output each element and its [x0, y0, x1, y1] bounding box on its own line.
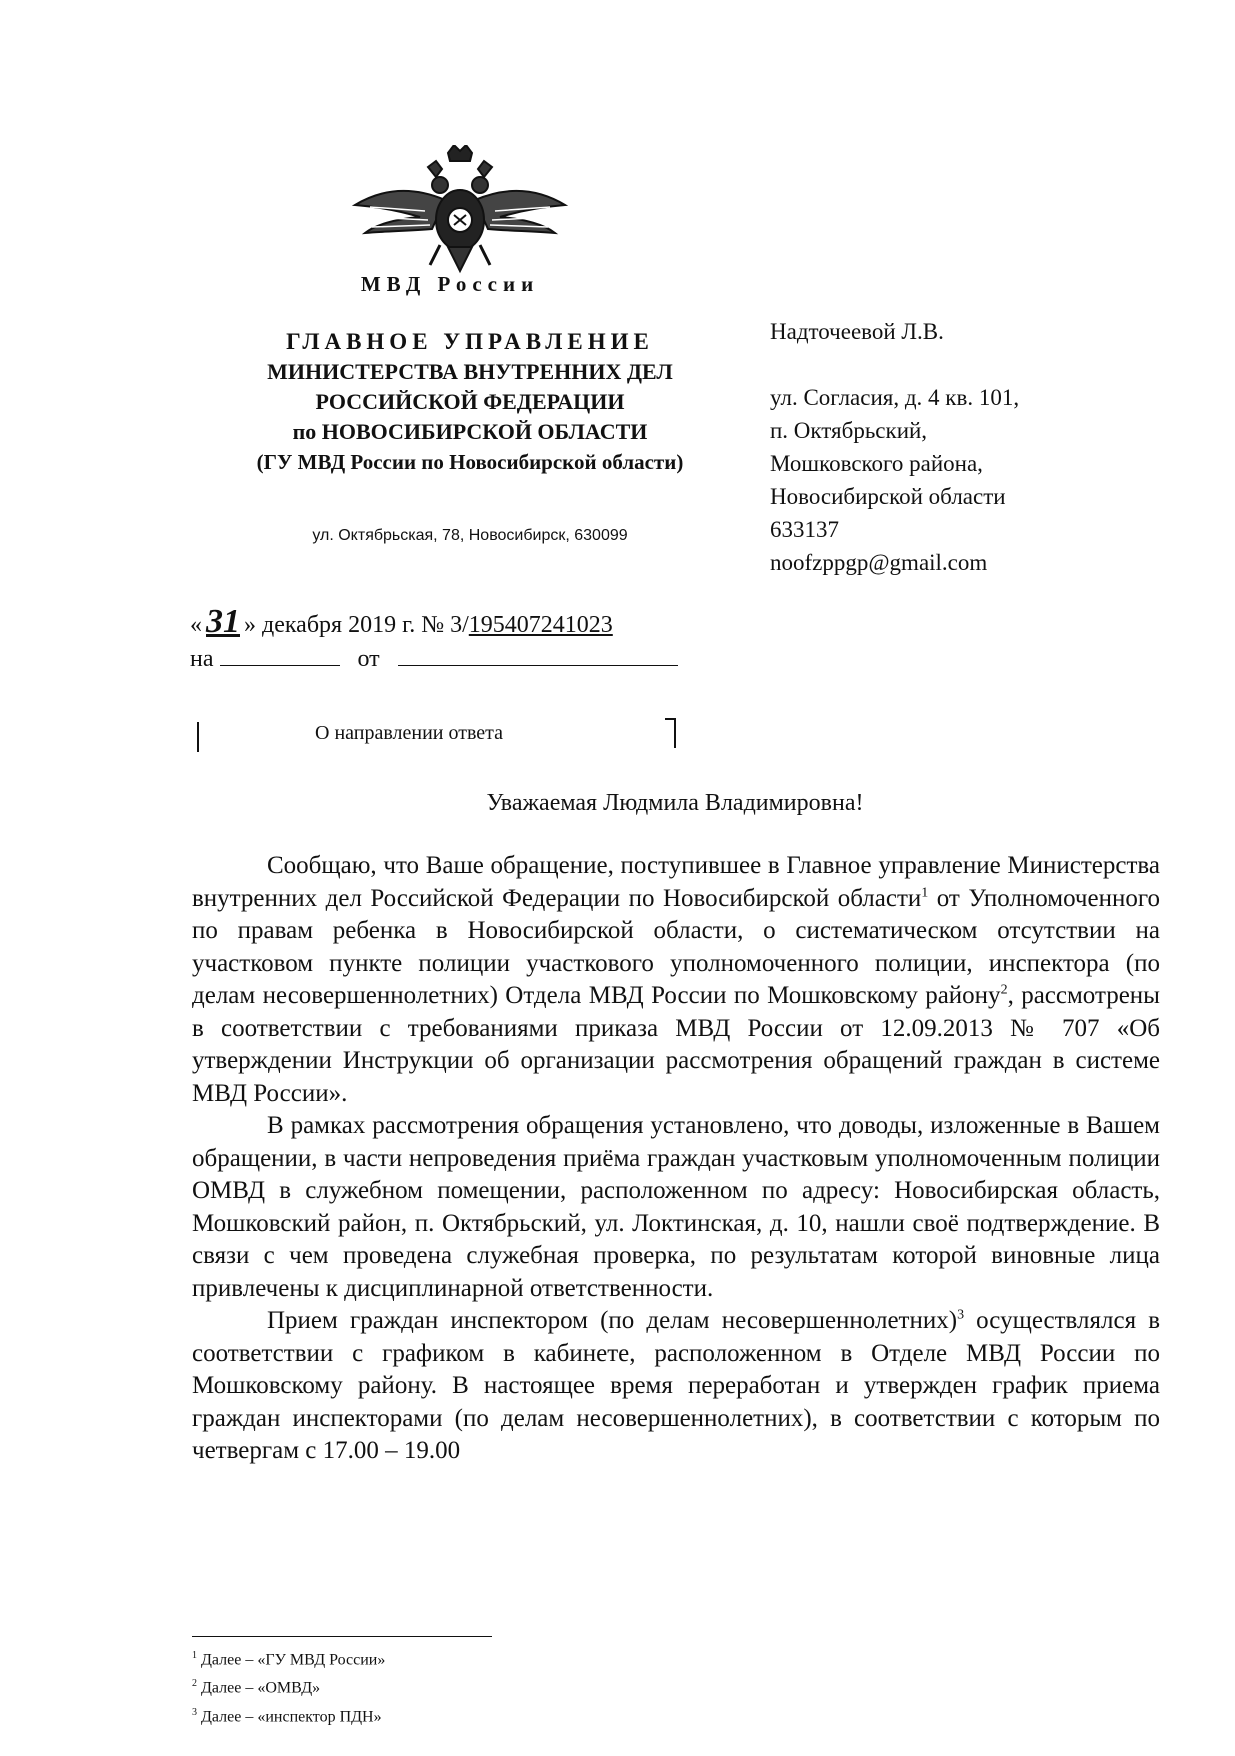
footnote: $^2$ Далее – «ОМВД»: [192, 1678, 321, 1697]
registration-date-number: [190, 605, 613, 642]
recipient-address-line: Мошковского района,: [770, 451, 983, 476]
salutation: Уважаемая Людмила Владимировна!: [486, 790, 864, 816]
org-abbreviation: (ГУ МВД России по Новосибирской области): [256, 450, 684, 474]
org-address: ул. Октябрьская, 78, Новосибирск, 630099: [312, 527, 628, 544]
org-line: по НОВОСИБИРСКОЙ ОБЛАСТИ: [292, 419, 648, 444]
footnote-divider: [192, 1636, 492, 1637]
org-line: РОССИЙСКОЙ ФЕДЕРАЦИИ: [315, 389, 625, 414]
org-line: МИНИСТЕРСТВА ВНУТРЕННИХ ДЕЛ: [267, 359, 673, 384]
number-prefix: 3/: [450, 612, 469, 638]
date-text: декабря 2019 г. №: [262, 612, 445, 638]
mvd-emblem-icon: [350, 145, 570, 275]
footnotes: [192, 1644, 385, 1729]
quote-close: »: [244, 612, 256, 638]
paragraph: Сообщаю, что Ваше обращение, поступившее в Главное управление Министерства внутренних дел Российской Федерации по Новосибирской области$^1$ от Уполномоченного по правам ребенка в Новосибирской области, о систематическом отсутствии на участковом пункте полиции участкового уполномоченного полиции, инспектора (по делам несовершеннолетних) Отдела МВД России по Мошковскому району$^2$, рассмотрены в соответствии с требованиями приказа МВД России от 12.09.2013 № 707 «Об утверждении Инструкции об организации рассмотрения обращений граждан в системе МВД России».: [192, 852, 1160, 1107]
letter-body: [192, 850, 1160, 1468]
blank-field: [220, 645, 340, 666]
org-full-name: [210, 327, 730, 477]
recipient-name: Надточеевой Л.В.: [770, 319, 944, 344]
footnote-ref: 1: [921, 885, 929, 901]
org-line: ГЛАВНОЕ УПРАВЛЕНИЕ: [286, 329, 654, 354]
footnote-ref: 3: [957, 1307, 965, 1323]
footnote: $^1$ Далее – «ГУ МВД России»: [192, 1650, 386, 1669]
handwritten-day: 31: [206, 603, 240, 640]
paragraph: В рамках рассмотрения обращения установлено, что доводы, изложенные в Вашем обращении, в части непроведения приёма граждан участковым уполномоченным полиции ОМВД в служебном помещении, расположенном по адресу: Новосибирская область, Мошковский район, п. Октябрьский, ул. Локтинская, д. 10, нашли своё подтверждение. В связи с чем проведена служебная проверка, по результатам которой виновные лица привлечены к дисциплинарной ответственности.: [192, 1112, 1160, 1302]
paragraph: Прием граждан инспектором (по делам несовершеннолетних)$^3$ осуществлялся в соответствии с графиком в кабинете, расположенном в Отделе МВД России по Мошковскому району. В настоящее время переработан и утвержден график приема граждан инспекторами (по делам несовершеннолетних), в соответствии с которым по четвергам с 17.00 – 19.00: [192, 1307, 1160, 1464]
blank-field: [398, 645, 678, 666]
org-short-name: МВД России: [360, 272, 540, 296]
recipient-address-line: Новосибирской области: [770, 484, 1006, 509]
from-label: от: [357, 646, 380, 672]
registration-number: 195407241023: [468, 612, 613, 638]
quote-open: «: [190, 612, 202, 638]
subject: О направлении ответа: [315, 722, 504, 744]
footnote: $^3$ Далее – «инспектор ПДН»: [192, 1706, 382, 1725]
recipient-address-line: ул. Согласия, д. 4 кв. 101,: [770, 385, 1020, 410]
recipient-email: noofzppgp@gmail.com: [770, 550, 988, 575]
on-label: на: [190, 646, 214, 672]
recipient-block: [770, 315, 1210, 579]
footnote-ref: 2: [1000, 982, 1008, 998]
subject-bracket-right: [674, 718, 676, 748]
recipient-address-line: п. Октябрьский,: [770, 418, 928, 443]
subject-bracket-left: [197, 722, 199, 752]
reference-line: [190, 645, 678, 673]
recipient-postcode: 633137: [770, 517, 839, 542]
